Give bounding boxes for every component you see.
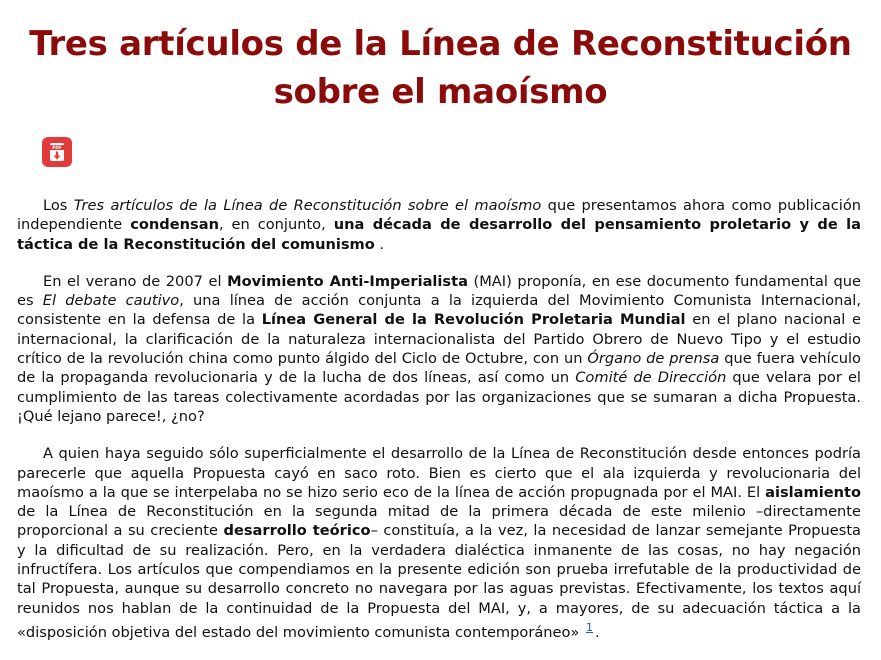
paragraph-2: En el verano de 2007 el Movimiento Anti-Imperialista (MAI) proponía, en ese documento fundamental que es El debate cautivo, una línea de acción conjunta a la izquierda del Movimiento Comunista Internacional, consistente en la defensa de la Línea General de la Revolución Proletaria Mundial en el plano nacional e internacional, la clarificación de la naturaleza internacionalista del Partido Obrero de Nuevo Tipo y el estudio crítico de la revolución china como punto álgido del Ciclo de Octubre, con un Órgano de prensa que fuera vehículo de la propaganda revolucionaria y de la lucha de dos líneas, así como un Comité de Dirección que velara por el cumplimiento de las tareas colectivamente acordadas por las organizaciones que se sumaran a dicha Propuesta. ¡Qué lejano parece!, ¿no? (17, 272, 861, 425)
paragraph-1: Los Tres artículos de la Línea de Reconstitución sobre el maoísmo que presentamos ahora como publicación independiente condensan, en conjunto, una década de desarrollo del pensamiento proletario y de la táctica de la Reconstitución del comunismo . (17, 197, 862, 253)
article-body (17, 196, 861, 660)
footnote-link[interactable]: 1 (586, 620, 593, 634)
pdf-download-button[interactable] (42, 137, 72, 167)
book-title: Tres artículos de la Línea de Reconstitución sobre el maoísmo (73, 197, 542, 214)
page-title (0, 0, 881, 116)
title-line-1: Tres artículos de la Línea de Reconstitución (29, 24, 852, 64)
paragraph-3: A quien haya seguido sólo superficialmente el desarrollo de la Línea de Reconstitución desde entonces podría parecerle que aquella Propuesta cayó en saco roto. Bien es cierto que el ala izquierda y revolucionaria del maoísmo a la que se interpelaba no se hizo serio eco de la línea de acción propugnada por el MAI. El aislamiento de la Línea de Reconstitución en la segunda mitad de la primera década de este milenio –directamente proporcional a su creciente desarrollo teórico– constituía, a la vez, la necesidad de lanzar semejante Propuesta y la dificultad de su realización. Pero, en la verdadera dialéctica inmanente de las cosas, no hay negación infructífera. Los artículos que compendiamos en la presente edición son prueba irrefutable de la productividad de tal Propuesta, aunque su desarrollo concreto no navegara por las aguas previstas. Efectivamente, los textos aquí reunidos nos hablan de la continuidad de la Propuesta del MAI, y, a mayores, de su adecuación táctica a la «disposición objetiva del estado del movimiento comunista contemporáneo» $^1$ . (17, 445, 862, 641)
pdf-label: PDF (52, 145, 62, 151)
pdf-download-icon (46, 141, 68, 163)
title-line-2: sobre el maoísmo (273, 72, 608, 112)
